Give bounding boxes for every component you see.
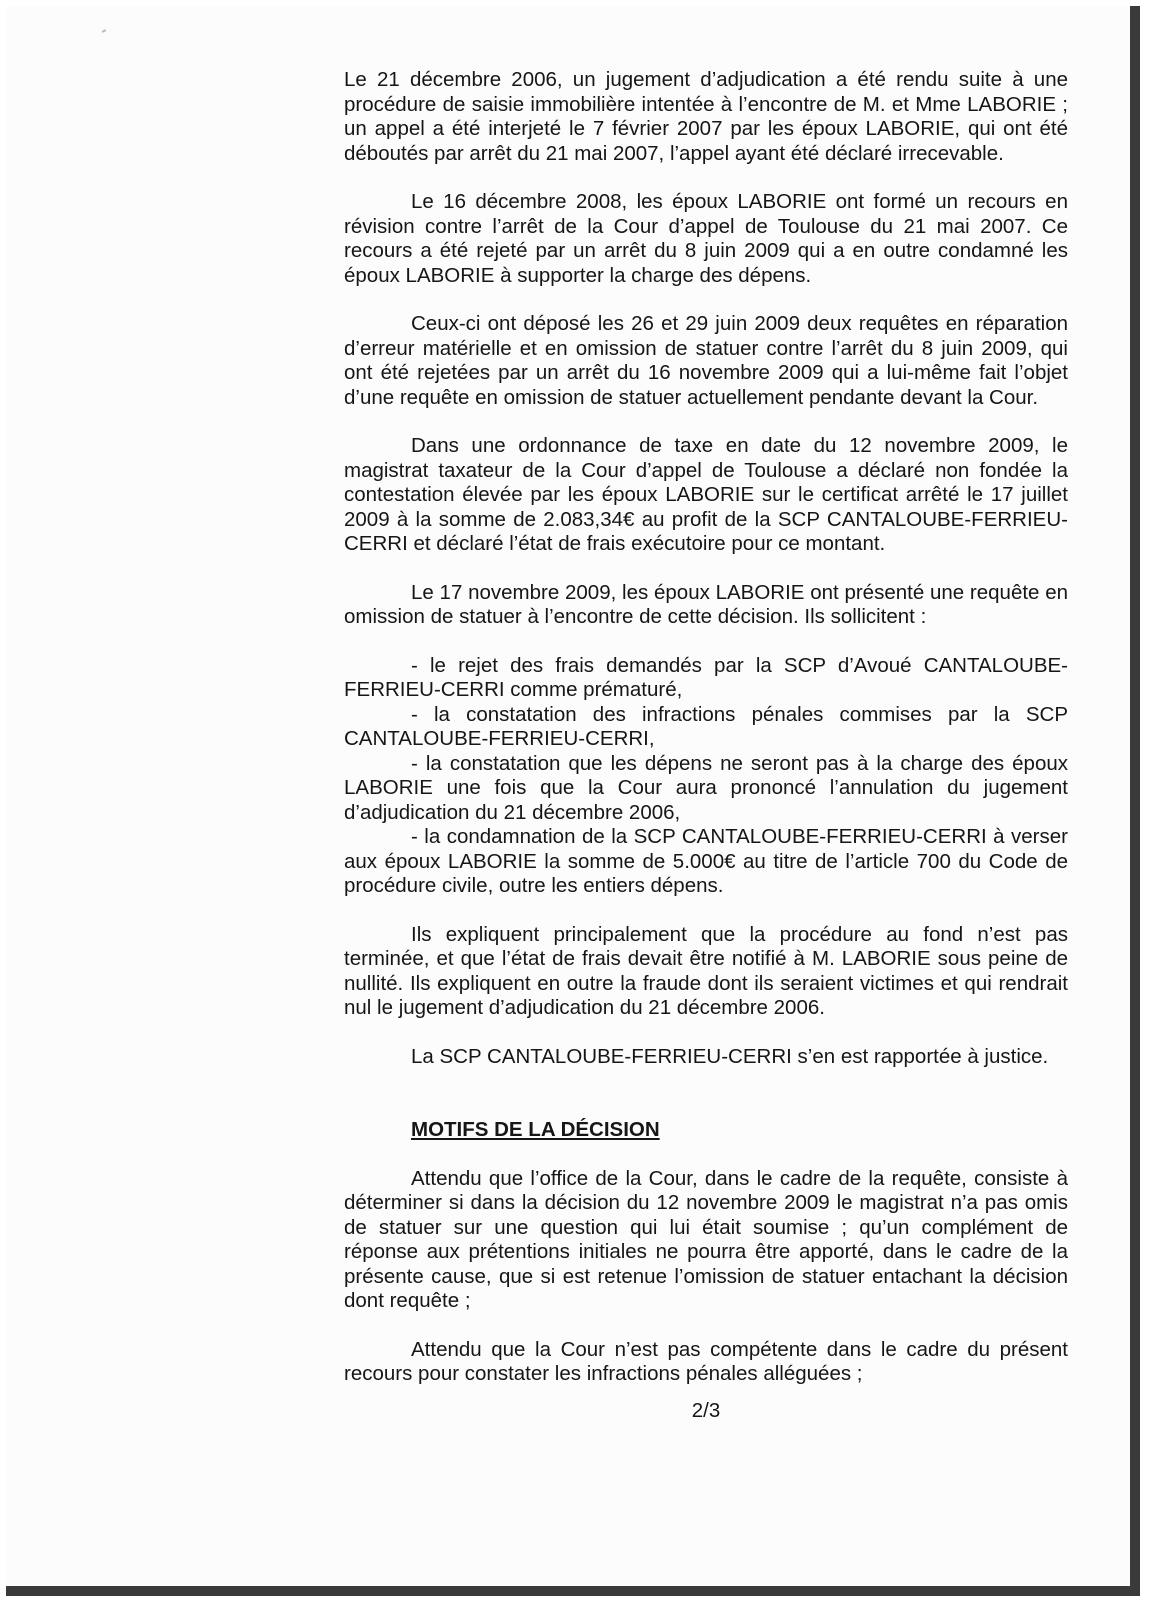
request-item: - le rejet des frais demandés par la SCP d’Avoué CANTALOUBE-FERRIEU-CERRI comme prématuré,	[344, 653, 1068, 701]
request-item: - la constatation des infractions pénales commises par la SCP CANTALOUBE-FERRIEU-CERRI,	[344, 702, 1068, 750]
page-number: 2/3	[691, 1399, 721, 1422]
requests-list	[344, 654, 1068, 899]
paragraph-explications: Ils expliquent principalement que la procédure au fond n’est pas terminée, et que l’état de frais devait être notifié à M. LABORIE sous peine de nullité. Ils expliquent en outre la fraude dont ils seraient victimes et qui rendrait nul le jugement d’adjudication du 21 décembre 2006.	[344, 922, 1068, 1019]
document-body	[344, 68, 1068, 1411]
paragraph-revision: Le 16 décembre 2008, les époux LABORIE ont formé un recours en révision contre l’arrêt de la Cour d’appel de Toulouse du 21 mai 2007. Ce recours a été rejeté par un arrêt du 8 juin 2009 qui a en outre condamné les époux LABORIE à supporter la charge des dépens.	[344, 190, 1068, 287]
paragraph-rapportee: La SCP CANTALOUBE-FERRIEU-CERRI s’en est rapportée à justice.	[411, 1044, 1049, 1068]
document-page	[6, 6, 1140, 1596]
section-heading: MOTIFS DE LA DÉCISION	[411, 1118, 660, 1141]
paragraph-ordonnance: Dans une ordonnance de taxe en date du 12 novembre 2009, le magistrat taxateur de la Cour d’appel de Toulouse a déclaré non fondée la contestation élevée par les époux LABORIE sur le certificat arrêté le 17 juillet 2009 à la somme de 2.083,34€ au profit de la SCP CANTALOUBE-FERRIEU-CERRI et déclaré l’état de frais exécutoire pour ce montant.	[344, 434, 1068, 555]
request-item: - la condamnation de la SCP CANTALOUBE-FERRIEU-CERRI à verser aux époux LABORIE la somme de 5.000€ au titre de l’article 700 du Code de procédure civile, outre les entiers dépens.	[344, 825, 1068, 897]
motif-paragraph: Attendu que l’office de la Cour, dans le cadre de la requête, consiste à déterminer si dans la décision du 12 novembre 2009 le magistrat n’a pas omis de statuer sur une question qui lui était soumise ; qu’un complément de réponse aux prétentions initiales ne pourra être apporté, dans le cadre de la présente cause, que si est retenue l’omission de statuer entachant la décision dont requête ;	[344, 1166, 1068, 1312]
paragraph-adjudication: Le 21 décembre 2006, un jugement d’adjudication a été rendu suite à une procédure de saisie immobilière intentée à l’encontre de M. et Mme LABORIE ; un appel a été interjeté le 7 février 2007 par les époux LABORIE, qui ont été déboutés par arrêt du 21 mai 2007, l’appel ayant été déclaré irrecevable.	[344, 68, 1068, 165]
scan-speck	[102, 29, 106, 33]
paragraph-requetes: Ceux-ci ont déposé les 26 et 29 juin 2009 deux requêtes en réparation d’erreur matérielle et en omission de statuer contre l’arrêt du 8 juin 2009, qui ont été rejetées par un arrêt du 16 novembre 2009 qui a lui-même fait l’objet d’une requête en omission de statuer actuellement pendante devant la Cour.	[344, 312, 1068, 409]
paragraph-omission: Le 17 novembre 2009, les époux LABORIE ont présenté une requête en omission de statuer à l’encontre de cette décision. Ils sollicitent :	[344, 580, 1068, 628]
motif-paragraph: Attendu que la Cour n’est pas compétente dans le cadre du présent recours pour constater les infractions pénales alléguées ;	[344, 1337, 1068, 1385]
request-item: - la constatation que les dépens ne seront pas à la charge des époux LABORIE une fois que la Cour aura prononcé l’annulation du jugement d’adjudication du 21 décembre 2006,	[344, 751, 1068, 824]
